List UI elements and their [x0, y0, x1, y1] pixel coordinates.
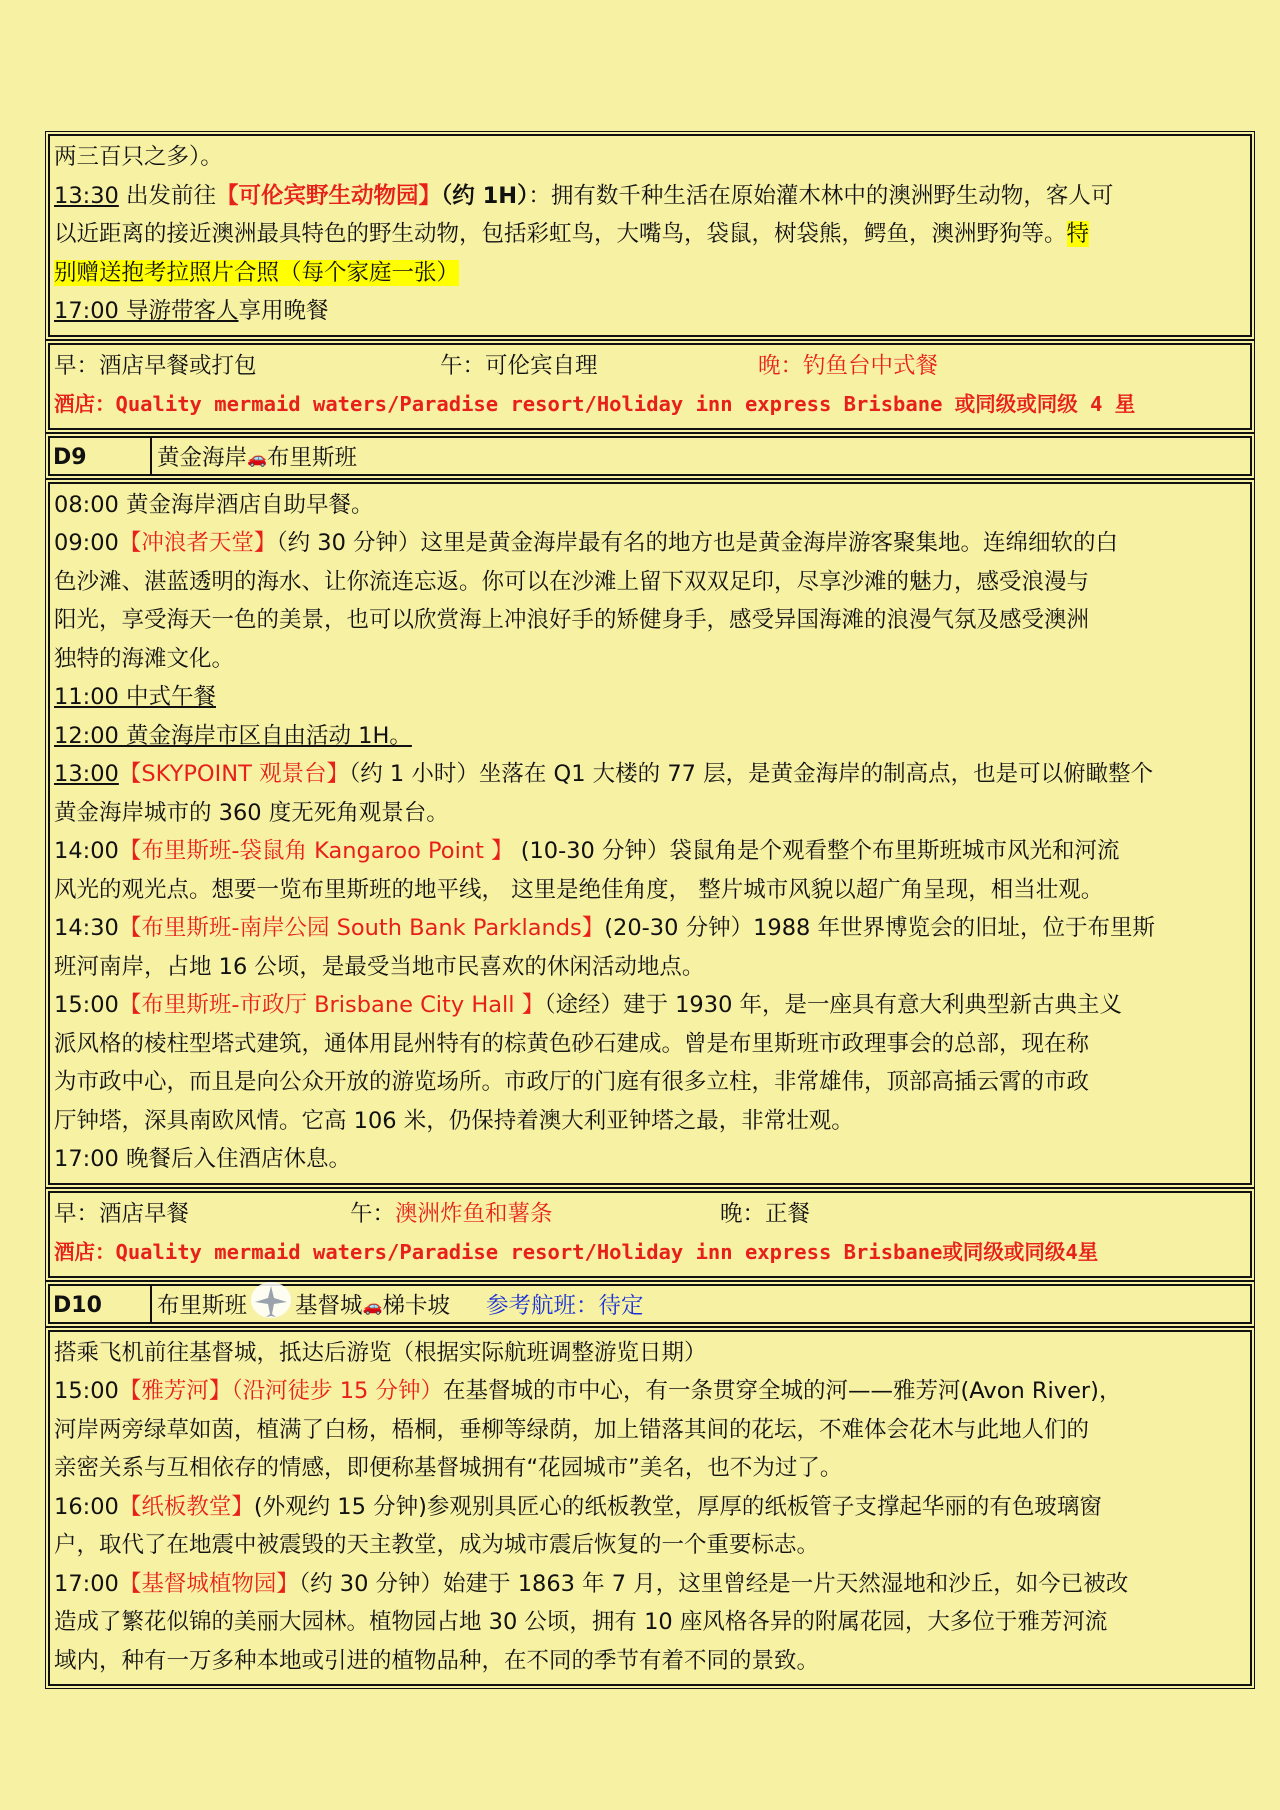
text-span: 出发前往 [118, 182, 216, 209]
time-label: 15:00 [54, 1378, 119, 1404]
text-line [54, 678, 1247, 717]
route-to: 布里斯班 [266, 444, 357, 471]
day-label: D9 [50, 438, 152, 474]
text-line: 两三百只之多）。 [54, 144, 223, 170]
lunch-label: 午： [350, 1200, 396, 1227]
lunch [350, 1195, 720, 1234]
text-line: 派风格的棱柱型塔式建筑，通体用昆州特有的棕黄色砂石建成。曾是布里斯班市政理事会的总部，现在称 [54, 1030, 1090, 1057]
text-span: （途经）建于 1930 年，是一座具有意大利典型新古典主义 [544, 992, 1123, 1018]
text-line: 户，取代了在地震中被震毁的天主教堂，成为城市震后恢复的一个重要标志。 [54, 1532, 820, 1558]
attraction-name: 【冲浪者天堂】 [118, 530, 277, 556]
time-label: 09:00 [54, 530, 119, 556]
itinerary-page [48, 134, 1252, 1692]
day10-header [48, 1284, 1252, 1324]
breakfast: 早：酒店早餐或打包 [54, 352, 257, 379]
time-label: 17:00 [54, 1570, 119, 1597]
day9-header [48, 436, 1252, 476]
text-span: 享用晚餐 [238, 298, 329, 324]
text-line: 17:00 晚餐后入住酒店休息。 [54, 1146, 351, 1172]
hotel-line: 酒店：Quality mermaid waters/Paradise resort/Holiday inn express Brisbane或同级或同级4星 [54, 1240, 1099, 1264]
text-line [54, 909, 1247, 948]
day-label: D10 [50, 1286, 152, 1322]
dinner: 晚：正餐 [720, 1200, 811, 1227]
time-label: 13:30 [54, 182, 119, 209]
text-span: 11:00 中式午餐 [54, 684, 216, 710]
text-span: 以近距离的接近澳洲最具特色的野生动物，包括彩虹鸟，大嘴鸟，袋鼠，树袋熊，鳄鱼，澳洲野狗等。 [54, 221, 1067, 247]
attraction-name: 【SKYPOINT 观景台】 [118, 761, 349, 787]
attraction-name: 【布里斯班-南岸公园 South Bank Parklands】 [118, 915, 605, 941]
text-line [54, 292, 1247, 331]
text-span: (外观约 15 分钟)参观别具匠心的纸板教堂，厚厚的纸板管子支撑起华丽的有色玻璃窗 [253, 1493, 1102, 1520]
text-line: 独特的海滩文化。 [54, 645, 235, 672]
airplane-icon [247, 1286, 295, 1326]
text-line: 为市政中心，而且是向公众开放的游览场所。市政厅的门庭有很多立柱，非常雄伟，顶部高插云霄的市政 [54, 1069, 1090, 1095]
text-line: 域内，种有一万多种本地或引进的植物品种，在不同的季节有着不同的景致。 [54, 1647, 820, 1674]
text-line: 风光的观光点。想要一览布里斯班的地平线， 这里是绝佳角度， 整片城市风貌以超广角呈现，相当壮观。 [54, 876, 1104, 903]
text-line [54, 986, 1247, 1025]
highlight-text: 别赠送抱考拉照片合照（每个家庭一张） [54, 259, 460, 286]
text-line [54, 832, 1247, 871]
attraction-name: 【可伦宾野生动物园】 [216, 182, 442, 209]
text-line [54, 215, 1247, 254]
time-label: 14:30 [54, 915, 119, 941]
text-line [54, 1372, 1247, 1411]
text-line [54, 755, 1247, 794]
car-icon: 🚗 [247, 448, 267, 467]
text-line [54, 177, 1247, 216]
attraction-name: 【布里斯班-市政厅 Brisbane City Hall 】 [118, 992, 545, 1018]
day8-activities [48, 134, 1252, 337]
flight-reference: 参考航班：待定 [485, 1292, 644, 1319]
route-from: 黄金海岸 [157, 444, 248, 471]
attraction-name: 【雅芳河】（沿河徒步 15 分钟） [118, 1378, 444, 1404]
text-line: 厅钟塔，深具南欧风情。它高 106 米，仍保持着澳大利亚钟塔之最，非常壮观。 [54, 1107, 854, 1134]
duration: （约 1H） [441, 182, 529, 209]
day-route [152, 1286, 643, 1322]
text-span: 12:00 黄金海岸市区自由活动 1H。 [54, 722, 412, 749]
text-span: (20-30 分钟）1988 年世界博览会的旧址，位于布里斯 [604, 915, 1155, 941]
dinner: 晚：钓鱼台中式餐 [758, 352, 939, 379]
lunch-value: 澳洲炸鱼和薯条 [395, 1200, 553, 1227]
text-line [54, 1565, 1247, 1604]
highlight-text: 特 [1066, 221, 1090, 247]
meals-line [54, 1195, 1247, 1234]
day8-meals-hotel [48, 343, 1252, 430]
day9-activities [48, 482, 1252, 1185]
route-from: 布里斯班 [157, 1292, 248, 1319]
text-line [54, 717, 1247, 756]
text-line: 黄金海岸城市的 360 度无死角观景台。 [54, 799, 449, 826]
day9-meals-hotel [48, 1191, 1252, 1278]
meals-line [54, 347, 1247, 386]
text-span: ：拥有数千种生活在原始灌木林中的澳洲野生动物，客人可 [528, 182, 1114, 209]
attraction-name: 【基督城植物园】 [118, 1570, 299, 1597]
attraction-name: 【布里斯班-袋鼠角 Kangaroo Point 】 [118, 838, 514, 864]
text-line: 08:00 黄金海岸酒店自助早餐。 [54, 491, 374, 518]
attraction-name: 【纸板教堂】 [118, 1493, 254, 1520]
time-label: 13:00 [54, 761, 119, 787]
text-line [54, 1488, 1247, 1527]
text-span: (10-30 分钟）袋鼠角是个观看整个布里斯班城市风光和河流 [513, 838, 1120, 864]
lunch: 午：可伦宾自理 [440, 352, 598, 379]
route-to: 梯卡坡 [382, 1292, 450, 1319]
text-span: 17:00 导游带客人 [54, 298, 239, 324]
text-line: 阳光，享受海天一色的美景，也可以欣赏海上冲浪好手的矫健身手，感受异国海滩的浪漫气氛及感受澳洲 [54, 607, 1090, 633]
hotel-line: 酒店：Quality mermaid waters/Paradise resort/Holiday inn express Brisbane 或同级或同级 4 星 [54, 392, 1136, 416]
text-span: （约 30 分钟）这里是黄金海岸最有名的地方也是黄金海岸游客聚集地。连绵细软的白 [276, 530, 1119, 556]
text-line: 造成了繁花似锦的美丽大园林。植物园占地 30 公顷，拥有 10 座风格各异的附属花园，大多位于雅芳河流 [54, 1609, 1108, 1635]
text-line [54, 524, 1247, 563]
time-label: 14:00 [54, 838, 119, 864]
text-line [54, 254, 1247, 293]
text-line: 搭乘飞机前往基督城，抵达后游览（根据实际航班调整游览日期） [54, 1339, 707, 1366]
text-line: 班河南岸，占地 16 公顷，是最受当地市民喜欢的休闲活动地点。 [54, 953, 705, 980]
breakfast: 早：酒店早餐 [54, 1200, 190, 1227]
day10-activities [48, 1330, 1252, 1687]
text-span: （约 1 小时）坐落在 Q1 大楼的 77 层，是黄金海岸的制高点，也是可以俯瞰整个 [348, 761, 1154, 787]
time-label: 16:00 [54, 1493, 119, 1520]
time-label: 15:00 [54, 992, 119, 1018]
text-line: 河岸两旁绿草如茵，植满了白杨，梧桐，垂柳等绿荫，加上错落其间的花坛，不难体会花木与此地人们的 [54, 1416, 1090, 1443]
text-line: 亲密关系与互相依存的情感，即便称基督城拥有“花园城市”美名，也不为过了。 [54, 1455, 843, 1481]
day-route [152, 438, 357, 474]
route-via: 基督城 [295, 1292, 363, 1319]
text-span: 在基督城的市中心，有一条贯穿全城的河——雅芳河(Avon River)， [443, 1378, 1122, 1404]
text-line: 色沙滩、湛蓝透明的海水、让你流连忘返。你可以在沙滩上留下双双足印，尽享沙滩的魅力，感受浪漫与 [54, 568, 1090, 595]
car-icon: 🚗 [362, 1296, 383, 1315]
text-span: （约 30 分钟）始建于 1863 年 7 月，这里曾经是一片天然湿地和沙丘，如今已被改 [298, 1570, 1129, 1597]
